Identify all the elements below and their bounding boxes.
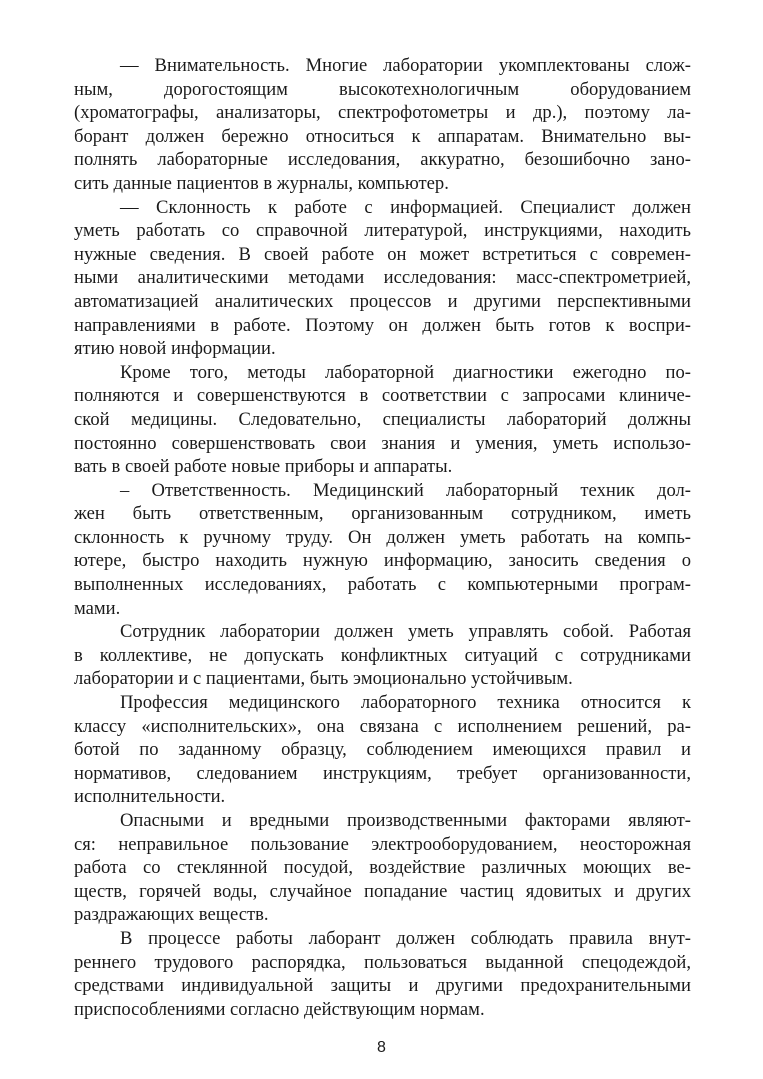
text-line: раздражающих веществ.: [74, 904, 269, 926]
text-line: ской медицины. Следовательно, специалисты лабораторий должны: [74, 408, 691, 430]
text-line: автоматизацией аналитических процессов и другими перспективными: [74, 290, 691, 312]
text-line: полнять лабораторные исследования, аккуратно, безошибочно зано-: [74, 149, 691, 171]
text-line: ботой по заданному образцу, соблюдением имеющихся правил и: [74, 739, 691, 761]
text-line: Опасными и вредными производственными факторами являют-: [120, 810, 691, 831]
paragraph-attentiveness: [74, 54, 691, 196]
paragraph-responsibility: [74, 479, 691, 621]
paragraph-profession-class: [74, 691, 691, 809]
text-line: уметь работать со справочной литературой, инструкциями, находить: [74, 220, 691, 242]
text-line: классу «исполнительских», она связана с исполнением решений, ра-: [74, 715, 691, 737]
text-line: ятию новой информации.: [74, 338, 276, 360]
text-line: Профессия медицинского лабораторного техника относится к: [120, 692, 691, 714]
text-line: нормативов, следованием инструкциям, требует организованности,: [74, 762, 691, 784]
text-line: борант должен бережно относиться к аппаратам. Внимательно вы-: [74, 125, 691, 147]
text-line: постоянно совершенствовать свои знания и умения, уметь использо-: [74, 432, 691, 454]
text-line: ными аналитическими методами исследования: масс-спектрометрией,: [74, 267, 691, 289]
text-line: — Склонность к работе с информацией. Специалист должен: [120, 196, 691, 218]
text-line: ся: неправильное пользование электрооборудованием, неосторожная: [74, 833, 691, 855]
text-line: выполненных исследованиях, работать с компьютерными програм-: [74, 574, 691, 596]
text-line: сить данные пациентов в журналы, компьютер.: [74, 172, 449, 194]
paragraph-hazards: [74, 809, 691, 927]
text-line: В процессе работы лаборант должен соблюдать правила внут-: [120, 927, 691, 949]
text-line: склонность к ручному труду. Он должен уметь работать на компь-: [74, 526, 691, 548]
text-line: нужные сведения. В своей работе он может встретиться с современ-: [74, 243, 691, 265]
text-line: мами.: [74, 597, 121, 619]
text-line: направлениями в работе. Поэтому он должен быть готов к воспри-: [74, 314, 691, 336]
text-line: работа со стеклянной посудой, воздействие различных моющих ве-: [74, 857, 691, 879]
text-line: полняются и совершенствуются в соответствии с запросами клиниче-: [74, 385, 691, 407]
page-number: 8: [377, 1039, 386, 1056]
text-line: вать в своей работе новые приборы и аппараты.: [74, 456, 453, 478]
paragraph-information: [74, 196, 691, 361]
text-line: – Ответственность. Медицинский лабораторный техник дол-: [120, 479, 691, 501]
text-line: исполнительности.: [74, 786, 226, 808]
text-line: ществ, горячей воды, случайное попадание частиц ядовитых и других: [74, 880, 691, 902]
text-line: Сотрудник лаборатории должен уметь управлять собой. Работая: [120, 621, 691, 643]
text-line: в коллективе, не допускать конфликтных ситуаций с сотрудниками: [74, 644, 691, 666]
text-line: жен быть ответственным, организованным сотрудником, иметь: [74, 503, 691, 525]
text-line: ютере, быстро находить нужную информацию, заносить сведения о: [74, 550, 691, 572]
paragraph-self-control: [74, 620, 691, 691]
text-line: средствами индивидуальной защиты и другими предохранительными: [74, 975, 691, 997]
text-line: — Внимательность. Многие лаборатории укомплектованы слож-: [120, 55, 691, 76]
paragraph-methods: [74, 361, 691, 479]
body-text: [74, 54, 691, 1021]
text-line: лаборатории и с пациентами, быть эмоционально устойчивым.: [74, 668, 573, 690]
text-line: ным, дорогостоящим высокотехнологичным оборудованием: [74, 78, 691, 100]
text-line: Кроме того, методы лабораторной диагностики ежегодно по-: [120, 361, 691, 383]
text-line: реннего трудового распорядка, пользоваться выданной спецодеждой,: [74, 951, 691, 973]
text-line: (хроматографы, анализаторы, спектрофотометры и др.), поэтому ла-: [74, 102, 691, 124]
text-line: приспособлениями согласно действующим нормам.: [74, 998, 485, 1020]
paragraph-rules: [74, 927, 691, 1021]
